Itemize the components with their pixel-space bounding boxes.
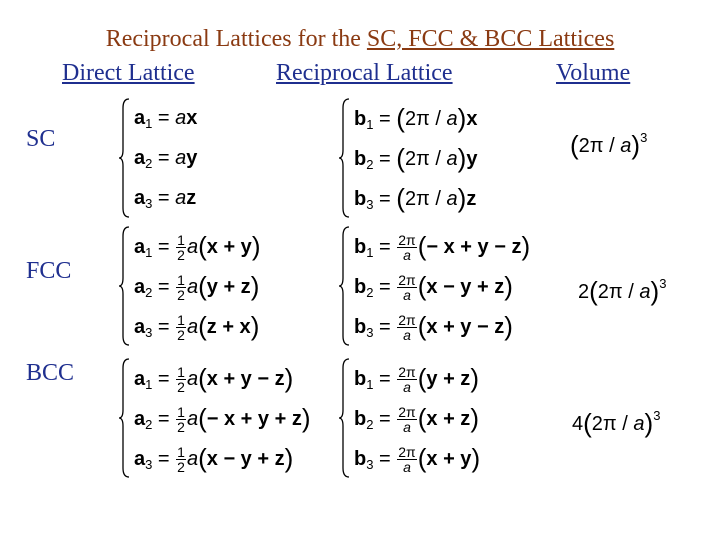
sc-a1-equation: $a_1$ = ax xyxy=(134,107,198,131)
sc-b1-equation: $b_1 = (2\pi / a)x$ xyxy=(354,103,478,133)
sc-direct-system xyxy=(118,98,278,218)
brace-icon xyxy=(338,98,350,218)
sc-b3-equation: $b_3 = (2\pi / a)z$ xyxy=(354,183,477,213)
header-volume: Volume xyxy=(556,60,631,86)
fcc-a3-equation: $a_3$ = $\frac{1}{2}$ a(z + x) xyxy=(134,311,260,344)
brace-icon xyxy=(338,226,350,346)
bcc-a3-equation: $a_3$ = $\frac{1}{2}$ a(x − y + z) xyxy=(134,443,294,476)
fcc-a2-equation: $a_2$ = $\frac{1}{2}$ a(y + z) xyxy=(134,271,260,304)
bcc-a1-equation: $a_1$ = $\frac{1}{2}$ a(x + y − z) xyxy=(134,363,294,396)
fcc-reciprocal-system xyxy=(338,226,548,346)
slide-title xyxy=(0,26,720,53)
bcc-volume: 4(2π / a)$^3$ xyxy=(572,408,661,438)
row-label-sc: SC xyxy=(26,126,56,152)
bcc-direct-system xyxy=(118,358,328,478)
row-label-bcc: BCC xyxy=(26,360,75,386)
sc-a2-equation: $a_2$ = ay xyxy=(134,147,198,171)
title-prefix: Reciprocal Lattices for the xyxy=(105,26,367,52)
title-underlined: SC, FCC & BCC Lattices xyxy=(366,26,615,52)
bcc-b3-equation: $b_3$ = $\frac{2\pi}{a}$ (x + y) xyxy=(354,443,481,476)
header-direct-lattice: Direct Lattice xyxy=(62,60,195,86)
brace-icon xyxy=(338,358,350,478)
header-reciprocal-lattice: Reciprocal Lattice xyxy=(276,60,453,86)
row-label-fcc: FCC xyxy=(26,258,72,284)
fcc-direct-system xyxy=(118,226,298,346)
bcc-reciprocal-system xyxy=(338,358,538,478)
bcc-b1-equation: $b_1$ = $\frac{2\pi}{a}$ (y + z) xyxy=(354,363,479,396)
sc-reciprocal-system xyxy=(338,98,538,218)
brace-icon xyxy=(118,98,130,218)
sc-b2-equation: $b_2 = (2\pi / a)y$ xyxy=(354,143,478,173)
brace-icon xyxy=(118,226,130,346)
fcc-volume: 2(2π / a)$^3$ xyxy=(578,276,667,306)
bcc-b2-equation: $b_2$ = $\frac{2\pi}{a}$ (x + z) xyxy=(354,403,479,436)
fcc-b3-equation: $b_3$ = $\frac{2\pi}{a}$ (x + y − z) xyxy=(354,311,513,344)
brace-icon xyxy=(118,358,130,478)
bcc-a2-equation: $a_2$ = $\frac{1}{2}$ a(− x + y + z) xyxy=(134,403,311,436)
sc-a3-equation: $a_3$ = az xyxy=(134,187,197,211)
sc-volume: (2π / a)$^3$ xyxy=(570,130,648,160)
fcc-b2-equation: $b_2$ = $\frac{2\pi}{a}$ (x − y + z) xyxy=(354,271,513,304)
fcc-a1-equation: $a_1$ = $\frac{1}{2}$ a(x + y) xyxy=(134,231,261,264)
fcc-b1-equation: $b_1$ = $\frac{2\pi}{a}$ (− x + y − z) xyxy=(354,231,531,264)
